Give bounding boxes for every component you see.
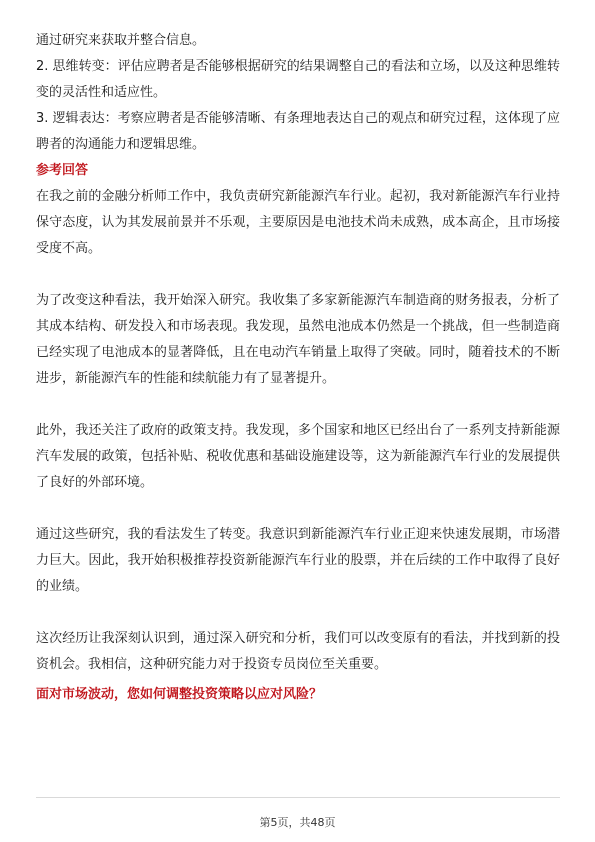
criteria-line-1: 通过研究来获取并整合信息。 [36,33,206,48]
page-number: 第5页，共48页 [259,816,336,829]
next-question-heading: 面对市场波动，您如何调整投资策略以应对风险？ [36,687,323,702]
answer-paragraph-3: 此外，我还关注了政府的政策支持。我发现，多个国家和地区已经出台了一系列支持新能源汽车发展的政策，包括补贴、税收优惠和基础设施建设等，这为新能源汽车行业的发展提供了良好的外部环境。 [36,423,560,490]
criteria-item-thinking-shift: 2. 思维转变：评估应聘者是否能够根据研究的结果调整自己的看法和立场，以及这种思维转变的灵活性和适应性。 [36,59,560,100]
answer-paragraph-4: 通过这些研究，我的看法发生了转变。我意识到新能源汽车行业正迎来快速发展期，市场潜力巨大。因此，我开始积极推荐投资新能源汽车行业的股票，并在后续的工作中取得了良好的业绩。 [36,527,560,594]
footer-divider [36,797,560,798]
paragraph-gap [36,262,560,288]
criteria-item-logical-expression: 3. 逻辑表达：考察应聘者是否能够清晰、有条理地表达自己的观点和研究过程，这体现了应聘者的沟通能力和逻辑思维。 [36,111,560,152]
paragraph-gap [36,392,560,418]
answer-paragraph-5: 这次经历让我深刻认识到，通过深入研究和分析，我们可以改变原有的看法，并找到新的投资机会。我相信，这种研究能力对于投资专员岗位至关重要。 [36,631,560,672]
paragraph-gap [36,496,560,522]
answer-paragraph-1: 在我之前的金融分析师工作中，我负责研究新能源汽车行业。起初，我对新能源汽车行业持保守态度，认为其发展前景并不乐观，主要原因是电池技术尚未成熟，成本高企，且市场接受度不高。 [36,189,560,256]
answer-paragraph-2: 为了改变这种看法，我开始深入研究。我收集了多家新能源汽车制造商的财务报表，分析了其成本结构、研发投入和市场表现。我发现，虽然电池成本仍然是一个挑战，但一些制造商已经实现了电池成本的显著降低，且在电动汽车销量上取得了突破。同时，随着技术的不断进步，新能源汽车的性能和续航能力有了显著提升。 [36,293,560,386]
page-content [36,28,560,708]
paragraph-gap [36,600,560,626]
answer-heading: 参考回答 [36,163,89,178]
